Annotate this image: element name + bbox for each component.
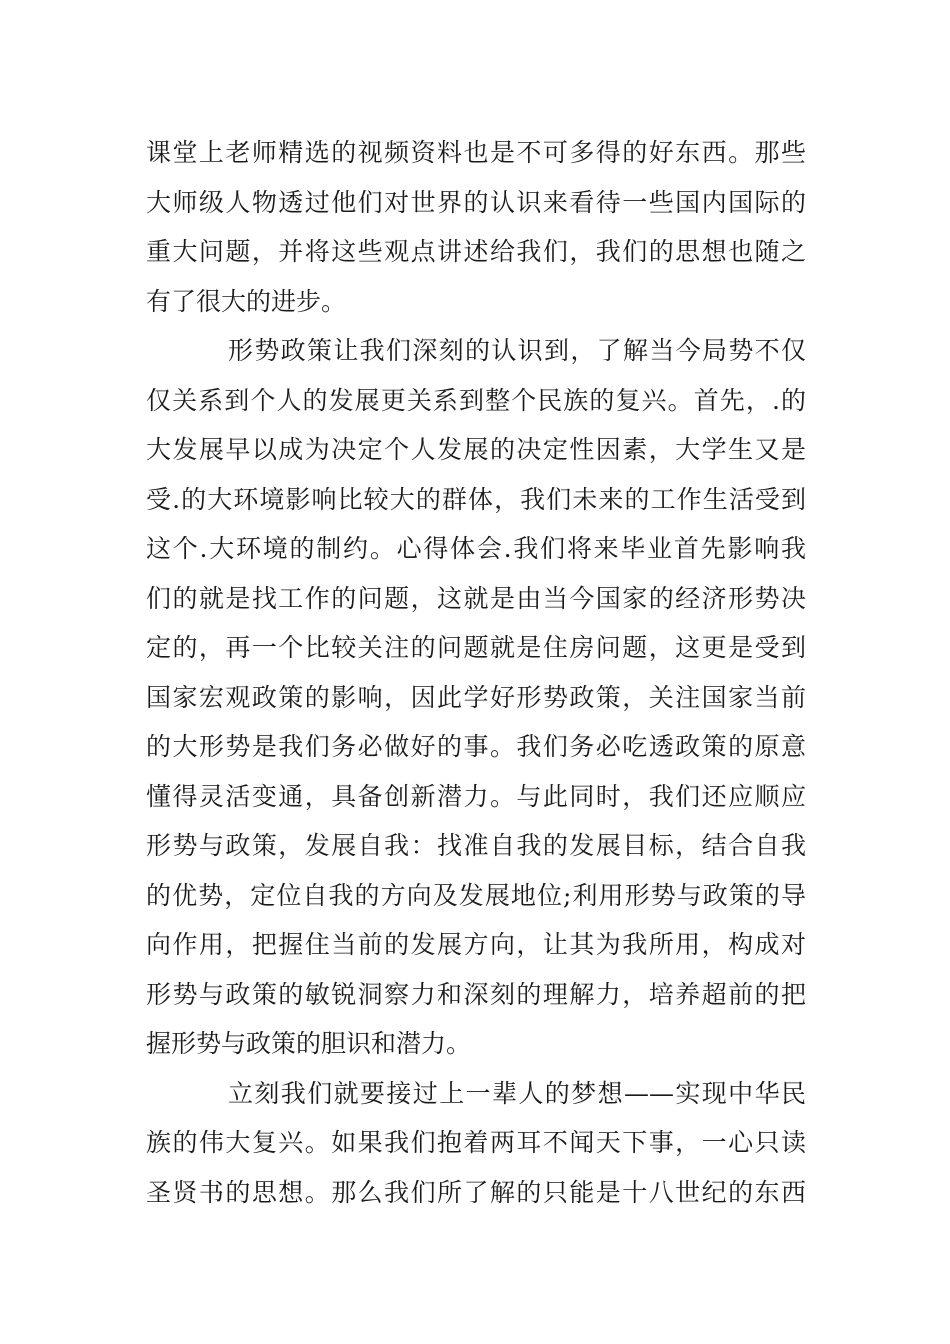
paragraph-2-line-13: 向作用，把握住当前的发展方向，让其为我所用，构成对: [146, 930, 806, 959]
paragraph-2-line-7: 定的，再一个比较关注的问题就是住房问题，这更是受到: [146, 633, 806, 662]
document-body: [146, 128, 806, 1217]
paragraph-3-line-3: 圣贤书的思想。那么我们所了解的只能是十八世纪的东西: [146, 1177, 806, 1207]
paragraph-2-line-15: 握形势与政策的胆识和潜力。: [146, 1029, 472, 1058]
paragraph-1-line-4: 有了很大的进步。: [146, 286, 347, 316]
paragraph-2-line-12: 的优势，定位自我的方向及发展地位;利用形势与政策的导: [146, 880, 806, 910]
paragraph-2-line-14: 形势与政策的敏锐洞察力和深刻的理解力，培养超前的把: [146, 979, 806, 1009]
paragraph-1-line-1: 课堂上老师精选的视频资料也是不可多得的好东西。那些: [146, 138, 806, 167]
paragraph-2-line-4: 受.的大环境影响比较大的群体，我们未来的工作生活受到: [146, 484, 806, 514]
paragraph-3-line-1: 立刻我们就要接过上一辈人的梦想——实现中华民: [228, 1078, 806, 1108]
paragraph-1-line-3: 重大问题，并将这些观点讲述给我们，我们的思想也随之: [146, 237, 806, 266]
paragraph-1-line-2: 大师级人物透过他们对世界的认识来看待一些国内国际的: [146, 187, 806, 217]
paragraph-2-line-9: 的大形势是我们务必做好的事。我们务必吃透政策的原意: [146, 732, 806, 761]
paragraph-2-line-6: 们的就是找工作的问题，这就是由当今国家的经济形势决: [146, 583, 806, 613]
paragraph-2-line-3: 大发展早以成为决定个人发展的决定性因素，大学生又是: [146, 435, 806, 464]
paragraph-2-line-1: 形势政策让我们深刻的认识到，了解当今局势不仅: [228, 336, 806, 365]
paragraph-2-line-2: 仅关系到个人的发展更关系到整个民族的复兴。首先，.的: [146, 385, 806, 415]
paragraph-2-line-11: 形势与政策，发展自我：找准自我的发展目标，结合自我: [146, 831, 806, 860]
paragraph-2-line-5: 这个.大环境的制约。心得体会.我们将来毕业首先影响我: [146, 534, 806, 563]
paragraph-2-line-8: 国家宏观政策的影响，因此学好形势政策，关注国家当前: [146, 682, 806, 712]
paragraph-2-line-10: 懂得灵活变通，具备创新潜力。与此同时，我们还应顺应: [146, 781, 806, 811]
paragraph-3-line-2: 族的伟大复兴。如果我们抱着两耳不闻天下事，一心只读: [146, 1128, 806, 1157]
